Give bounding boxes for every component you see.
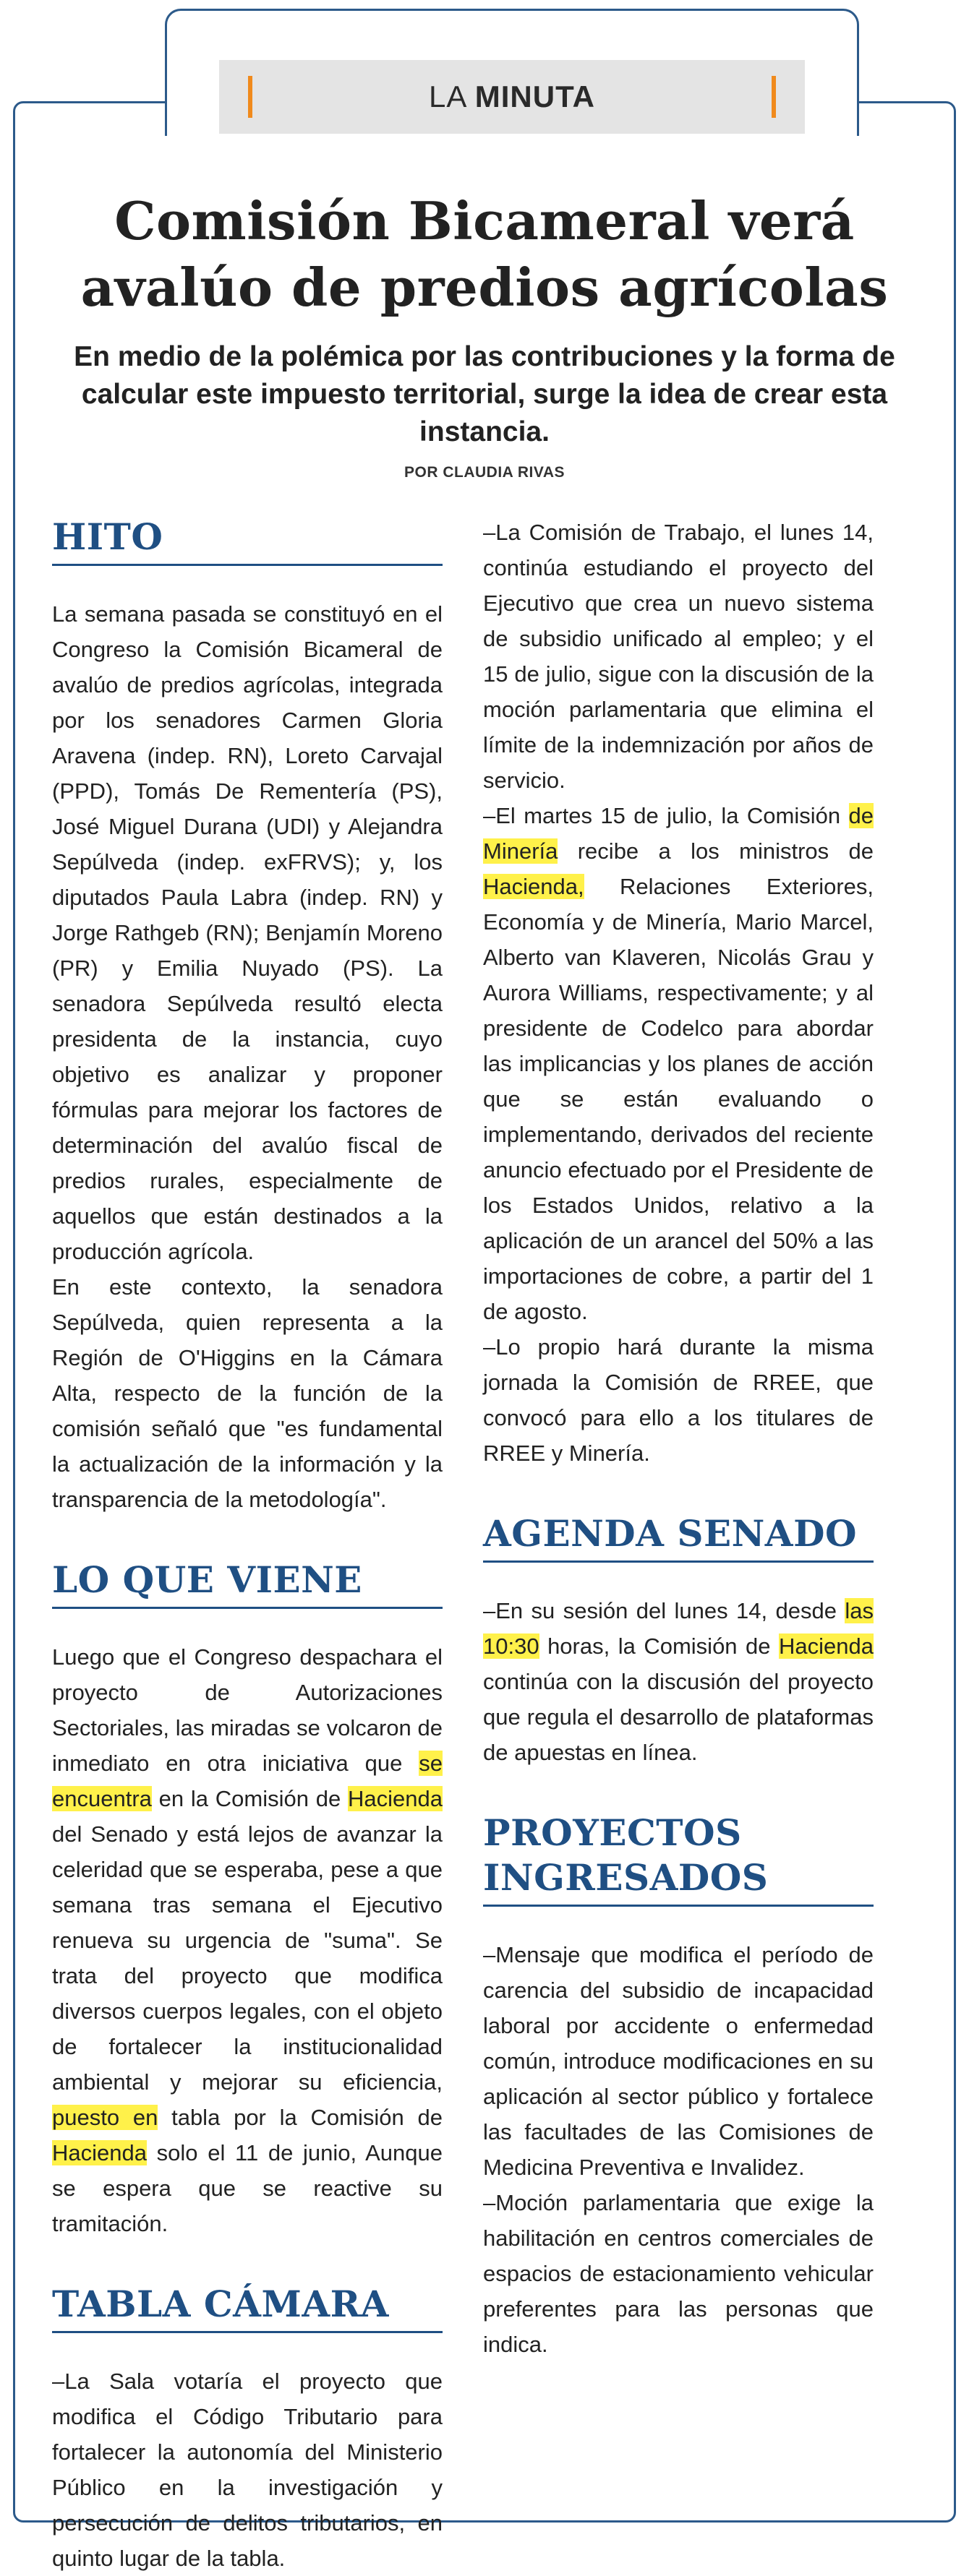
highlight: de Minería bbox=[483, 803, 874, 864]
banner-name: MINUTA bbox=[474, 80, 595, 113]
section-title-tabla-camara: TABLA CÁMARA bbox=[52, 2283, 389, 2325]
paragraph: –La Sala votaría el proyecto que modifica el Código Tributario para fortalecer la autonomía del Ministerio Público en la investigación y persecución de delitos tributarios, en quinto lugar de la tabla. bbox=[52, 2369, 443, 2571]
byline: POR CLAUDIA RIVAS bbox=[404, 464, 565, 481]
paragraph: –En su sesión del lunes 14, desde las 10:30 horas, la Comisión de Hacienda continúa con la discusión del proyecto que regula el desarrollo de plataformas de apuestas en línea. bbox=[483, 1598, 874, 1765]
paragraph: En este contexto, la senadora Sepúlveda, quien representa a la Región de O'Higgins en la Cámara Alta, respecto de la función de la comisión señaló que "es fundamental la actualización de la información y la transparencia de la metodología". bbox=[52, 1274, 443, 1512]
section-banner bbox=[165, 9, 859, 136]
right-column bbox=[483, 515, 874, 2362]
section-title-hito: HITO bbox=[52, 515, 163, 558]
highlight: Hacienda, bbox=[483, 874, 584, 899]
highlight: Hacienda bbox=[779, 1633, 874, 1659]
highlight: puesto en bbox=[52, 2105, 158, 2130]
highlight: Hacienda bbox=[348, 1786, 443, 1811]
section-rule bbox=[52, 1607, 443, 1609]
left-column bbox=[52, 515, 443, 2576]
subheadline: En medio de la polémica por las contribuciones y la forma de calcular este impuesto territorial, surge la idea de crear esta instancia. bbox=[74, 341, 895, 447]
paragraph: –Moción parlamentaria que exige la habilitación en centros comerciales de espacios de estacionamiento vehicular preferentes para las personas que indica. bbox=[483, 2190, 874, 2357]
section-rule bbox=[52, 2331, 443, 2333]
lo-que-viene-body bbox=[52, 1639, 443, 2241]
section-rule bbox=[483, 1560, 874, 1563]
banner-title bbox=[429, 80, 595, 114]
orange-accent-bar bbox=[248, 76, 252, 118]
paragraph: –El martes 15 de julio, la Comisión de Minería recibe a los ministros de Hacienda, Relaciones Exteriores, Economía y de Minería, Mario Marcel, Alberto van Klaveren, Nicolás Grau y Aurora Williams, respectivamente; y al presidente de Codelco para abordar las implicancias y los planes de acción que se están evaluando o implementando, derivados del reciente anuncio efectuado por el Presidente de los Estados Unidos, relativo a la aplicación de un arancel del 50% a las importaciones de cobre, a partir del 1 de agosto. bbox=[483, 803, 874, 1324]
highlight: Hacienda bbox=[52, 2140, 147, 2165]
highlight: se encuentra bbox=[52, 1751, 443, 1811]
section-title-proyectos-ingresados: PROYECTOS INGRESADOS bbox=[483, 1811, 769, 1899]
tabla-camara-body bbox=[52, 2364, 443, 2576]
highlight: las 10:30 bbox=[483, 1598, 874, 1659]
proyectos-ingresados-body bbox=[483, 1937, 874, 2362]
hito-body bbox=[52, 596, 443, 1517]
headline-line: Comisión Bicameral verá bbox=[114, 190, 855, 252]
headline bbox=[43, 188, 926, 321]
orange-accent-bar bbox=[772, 76, 776, 118]
section-title-lo-que-viene: LO QUE VIENE bbox=[52, 1558, 362, 1601]
banner-label-box bbox=[219, 60, 805, 134]
paragraph: –Lo propio hará durante la misma jornada la Comisión de RREE, que convocó para ello a los titulares de RREE y Minería. bbox=[483, 1334, 874, 1466]
banner-prefix: LA bbox=[429, 80, 466, 113]
section-rule bbox=[52, 564, 443, 566]
tabla-camara-continued bbox=[483, 515, 874, 1471]
paragraph: –Mensaje que modifica el período de carencia del subsidio de incapacidad laboral por accidente o enfermedad común, introduce modificaciones en su aplicación al sector público y fortalece las facultades de las Comisiones de Medicina Preventiva e Invalidez. bbox=[483, 1942, 874, 2180]
paragraph: Luego que el Congreso despachara el proyecto de Autorizaciones Sectoriales, las miradas se volcaron de inmediato en otra iniciativa que se encuentra en la Comisión de Hacienda del Senado y está lejos de avanzar la celeridad que se esperaba, pese a que semana tras semana el Ejecutivo renueva su urgencia de "suma". Se trata del proyecto que modifica diversos cuerpos legales, con el objeto de fortalecer la institucionalidad ambiental y mejorar su eficiencia, puesto en tabla por la Comisión de Hacienda solo el 11 de junio, Aunque se espera que se reactive su tramitación. bbox=[52, 1644, 443, 2236]
section-title-agenda-senado: AGENDA SENADO bbox=[483, 1512, 857, 1555]
paragraph: –La Comisión de Trabajo, el lunes 14, continúa estudiando el proyecto del Ejecutivo que crea un nuevo sistema de subsidio unificado al empleo; y el 15 de julio, sigue con la discusión de la moción parlamentaria que elimina el límite de la indemnización por años de servicio. bbox=[483, 520, 874, 793]
agenda-senado-body bbox=[483, 1593, 874, 1770]
section-rule bbox=[483, 1905, 874, 1907]
headline-line: avalúo de predios agrícolas bbox=[80, 257, 889, 318]
paragraph: La semana pasada se constituyó en el Congreso la Comisión Bicameral de avalúo de predios agrícolas, integrada por los senadores Carmen Gloria Aravena (indep. RN), Loreto Carvajal (PPD), Tomás De Rementería (PS), José Miguel Durana (UDI) y Alejandra Sepúlveda (indep. exFRVS); y, los diputados Paula Labra (indep. RN) y Jorge Rathgeb (RN); Benjamín Moreno (PR) y Emilia Nuyado (PS). La senadora Sepúlveda resultó electa presidenta de la instancia, cuyo objetivo es analizar y proponer fórmulas para mejorar los factores de determinación del avalúo fiscal de predios rurales, especialmente de aquellos que están destinados a la producción agrícola. bbox=[52, 601, 443, 1264]
